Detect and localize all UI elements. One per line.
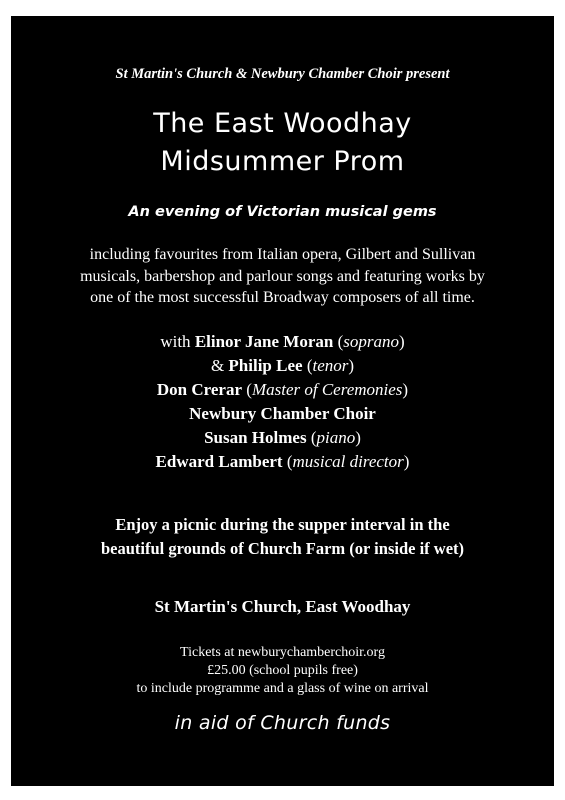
cast-name: Susan Holmes <box>204 428 307 447</box>
ticket-line: to include programme and a glass of wine on arrival <box>136 681 429 696</box>
ticket-line: Tickets at newburychamberchoir.org <box>180 645 385 660</box>
description-line: including favourites from Italian opera, Gilbert and Sullivan <box>89 246 476 263</box>
cast-item: Susan Holmes (piano) <box>204 428 361 447</box>
charity-note: in aid of Church funds <box>174 712 391 734</box>
event-subtitle: An evening of Victorian musical gems <box>128 204 437 220</box>
cast-role: Master of Ceremonies <box>251 380 403 399</box>
event-description <box>11 244 554 309</box>
cast-role: soprano <box>343 332 399 351</box>
description-line: one of the most successful Broadway composers of all time. <box>90 289 475 306</box>
cast-name: Newbury Chamber Choir <box>189 404 376 423</box>
cast-name: Edward Lambert <box>155 452 283 471</box>
event-title-line-1: The East Woodhay <box>153 108 412 139</box>
picnic-notice <box>11 513 554 561</box>
event-poster <box>11 16 554 786</box>
ticket-price: £25.00 (school pupils free) <box>207 663 358 678</box>
cast-role: musical director <box>292 452 404 471</box>
cast-name: Philip Lee <box>228 356 303 375</box>
cast-role: tenor <box>312 356 349 375</box>
picnic-line: beautiful grounds of Church Farm (or inside if wet) <box>100 539 465 558</box>
event-title-line-2: Midsummer Prom <box>160 146 405 177</box>
cast-name: Elinor Jane Moran <box>194 332 334 351</box>
cast-prefix: & <box>210 356 229 375</box>
presenters-line: St Martin's Church & Newbury Chamber Choir present <box>115 66 450 82</box>
cast-item: Edward Lambert (musical director) <box>155 452 410 471</box>
cast-item: Don Crerar (Master of Ceremonies) <box>156 380 409 399</box>
venue: St Martin's Church, East Woodhay <box>154 597 411 616</box>
cast-item: with Elinor Jane Moran (soprano) <box>160 332 405 351</box>
ticket-info <box>11 644 554 698</box>
cast-item <box>11 402 554 426</box>
cast-name: Don Crerar <box>156 380 243 399</box>
description-line: musicals, barbershop and parlour songs and featuring works by <box>80 267 485 285</box>
cast-item: & Philip Lee (tenor) <box>210 356 355 375</box>
cast-role: piano <box>316 428 356 447</box>
cast-prefix: with <box>160 332 195 351</box>
picnic-line: Enjoy a picnic during the supper interval in the <box>115 515 450 534</box>
cast-list <box>11 330 554 474</box>
